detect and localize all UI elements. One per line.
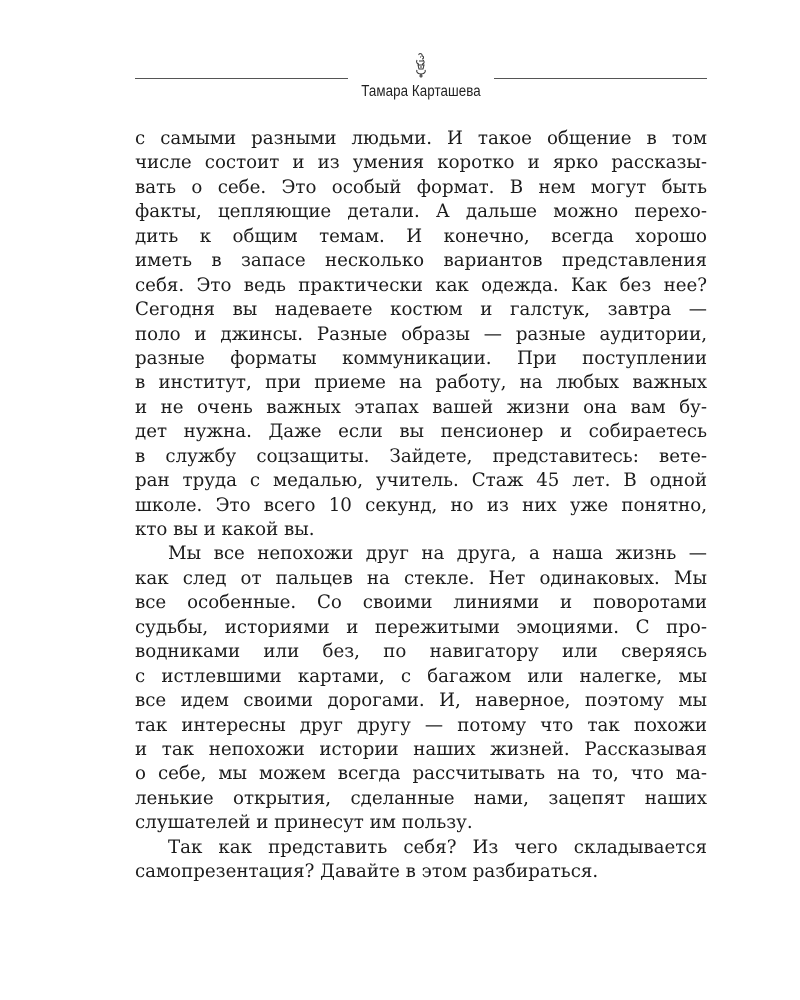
text-line: ленькие открытия, сделанные нами, зацепят наших: [135, 787, 707, 809]
text-line: дить к общим темам. И конечно, всегда хорошо: [135, 225, 707, 247]
header-rule-left: [135, 78, 348, 79]
body-text: [135, 127, 707, 885]
paragraph-first-line: Так как представить себя? Из чего складывается: [168, 836, 707, 858]
paragraph-end-line: слушателей и принесут им пользу.: [135, 812, 473, 834]
text-line: в институт, при приеме на работу, на любых важных: [135, 372, 707, 394]
text-line: и так непохожи истории наших жизней. Рассказывая: [135, 738, 707, 760]
text-line: вать о себе. Это особый формат. В нем могут быть: [135, 176, 707, 198]
text-line: себя. Это ведь практически как одежда. Как без нее?: [135, 274, 707, 296]
paragraph-end-line: самопрезентация? Давайте в этом разбираться.: [135, 861, 599, 883]
text-line: числе состоит и из умения коротко и ярко рассказы-: [135, 152, 707, 174]
text-line: факты, цепляющие детали. А дальше можно перехо-: [135, 201, 707, 223]
paragraph-end-line: кто вы и какой вы.: [135, 519, 315, 540]
text-line: дет нужна. Даже если вы пенсионер и собираетесь: [135, 421, 707, 443]
text-line: иметь в запасе несколько вариантов представления: [135, 250, 707, 272]
text-line: школе. Это всего 10 секунд, но из них уже понятно,: [135, 494, 707, 516]
text-line: так интересны друг другу — потому что так похожи: [135, 714, 707, 736]
text-line: о себе, мы можем всегда рассчитывать на то, что ма-: [135, 763, 707, 785]
text-line: разные форматы коммуникации. При поступлении: [135, 347, 707, 369]
text-line: все особенные. Со своими линиями и поворотами: [135, 592, 707, 614]
text-line: и не очень важных этапах вашей жизни она вам бу-: [135, 396, 707, 418]
page-header: [135, 50, 707, 110]
text-line: в службу соцзащиты. Зайдете, представитесь: вете-: [135, 445, 707, 467]
running-head-author: Тамара Карташева: [361, 83, 481, 100]
text-line: водниками или без, по навигатору или сверяясь: [135, 641, 707, 663]
ornament-icon: [412, 52, 430, 78]
text-line: с истлевшими картами, с багажом или налегке, мы: [135, 665, 707, 687]
text-line: все идем своими дорогами. И, наверное, поэтому мы: [135, 690, 707, 712]
text-line: поло и джинсы. Разные образы — разные аудитории,: [135, 323, 707, 345]
header-rule-right: [494, 78, 707, 79]
text-line: Сегодня вы надеваете костюм и галстук, завтра —: [135, 299, 707, 321]
text-line: судьбы, историями и пережитыми эмоциями. С про-: [135, 616, 707, 638]
text-line: с самыми разными людьми. И такое общение в том: [135, 128, 707, 149]
text-line: ран труда с медалью, учитель. Стаж 45 лет. В одной: [135, 470, 707, 492]
text-line: как след от пальцев на стекле. Нет одинаковых. Мы: [135, 567, 707, 589]
paragraph-first-line: Мы все непохожи друг на друга, а наша жизнь —: [168, 543, 707, 565]
